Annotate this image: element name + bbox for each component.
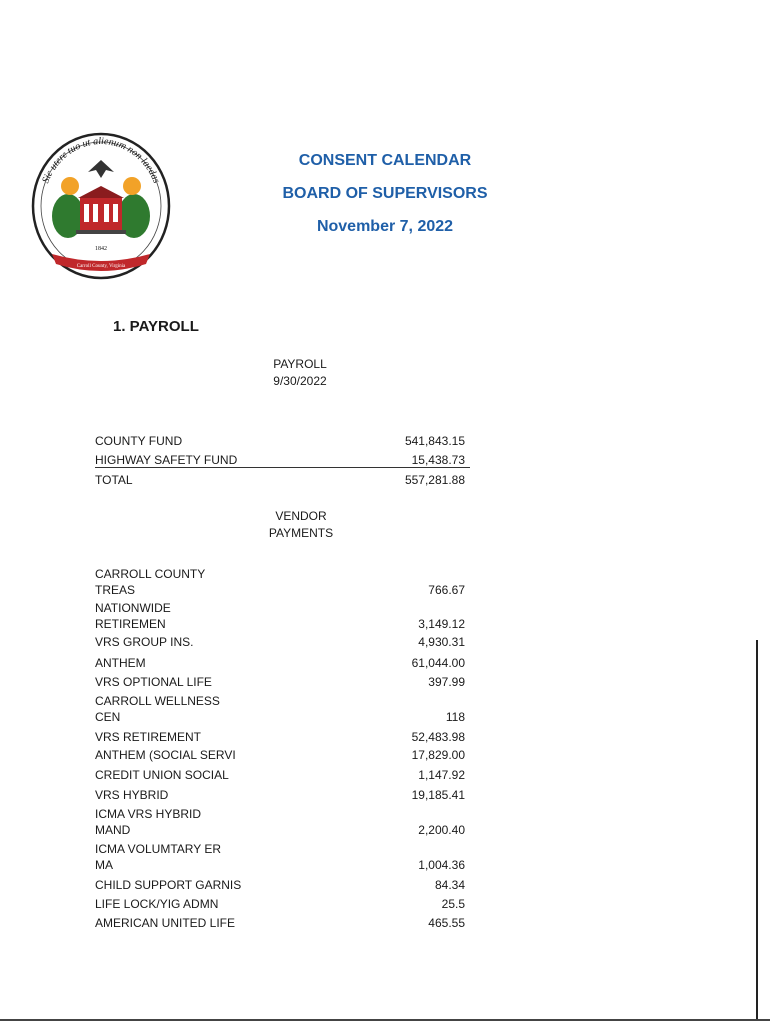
- vendor-row: [95, 653, 465, 671]
- row-label: COUNTY FUND: [95, 434, 183, 448]
- row-amount: 4,930.31: [418, 635, 465, 649]
- row-label: VRS HYBRID: [95, 788, 169, 802]
- payroll-row: [95, 431, 465, 449]
- vendor-heading-line1: VENDOR: [275, 509, 327, 523]
- vendor-heading-line2: PAYMENTS: [268, 526, 334, 540]
- row-label: ANTHEM: [95, 656, 146, 670]
- row-label: CHILD SUPPORT GARNIS: [95, 878, 242, 892]
- vendor-row: [95, 842, 465, 873]
- vendor-row: [95, 632, 465, 650]
- section-title: 1. PAYROLL: [113, 318, 199, 335]
- vendor-row: [95, 785, 465, 803]
- row-amount: 3,149.12: [418, 617, 465, 631]
- total-divider: [95, 467, 470, 468]
- row-amount: 84.34: [434, 878, 465, 892]
- vendor-row: [95, 694, 465, 725]
- row-amount: 541,843.15: [404, 434, 465, 448]
- seal-banner-text: Carroll County, Virginia: [76, 264, 126, 269]
- row-label: ANTHEM (SOCIAL SERVI: [95, 748, 236, 762]
- scan-edge-right: [756, 640, 758, 1020]
- vendor-heading: [251, 508, 351, 542]
- vendor-row: [95, 672, 465, 690]
- row-amount: 52,483.98: [411, 730, 465, 744]
- row-label: HIGHWAY SAFETY FUND: [95, 453, 238, 467]
- row-amount: 1,004.36: [418, 858, 465, 872]
- row-amount: 397.99: [428, 675, 465, 689]
- row-amount: 15,438.73: [411, 453, 465, 467]
- row-amount: 17,829.00: [411, 748, 465, 762]
- vendor-row: [95, 601, 465, 632]
- row-label: CREDIT UNION SOCIAL: [95, 768, 229, 782]
- row-label: CARROLL WELLNESS CEN: [95, 694, 220, 724]
- vendor-row: [95, 807, 465, 838]
- doc-board: BOARD OF SUPERVISORS: [282, 185, 488, 202]
- seal-motto: Sic utere tuo ut alienum non laedas: [40, 135, 162, 185]
- vendor-row: [95, 913, 465, 931]
- payroll-total-row: [95, 470, 465, 488]
- row-label: ICMA VOLUMTARY ER MA: [95, 842, 222, 872]
- payroll-heading: [250, 356, 350, 390]
- row-label: LIFE LOCK/YIG ADMN: [95, 897, 219, 911]
- payroll-heading-date: 9/30/2022: [273, 374, 327, 388]
- row-amount: 465.55: [428, 916, 465, 930]
- row-label: VRS GROUP INS.: [95, 635, 194, 649]
- row-label: NATIONWIDE RETIREMEN: [95, 601, 171, 631]
- row-amount: 25.5: [441, 897, 465, 911]
- doc-date: November 7, 2022: [316, 218, 454, 235]
- total-label: TOTAL: [95, 473, 133, 487]
- row-amount: 2,200.40: [418, 823, 465, 837]
- row-label: CARROLL COUNTY TREAS: [95, 567, 206, 597]
- total-amount: 557,281.88: [404, 473, 465, 487]
- scan-edge-bottom: [0, 1019, 770, 1021]
- payroll-heading-line: PAYROLL: [273, 357, 327, 371]
- row-amount: 19,185.41: [411, 788, 465, 802]
- county-seal: [30, 128, 172, 280]
- row-label: VRS OPTIONAL LIFE: [95, 675, 212, 689]
- vendor-row: [95, 894, 465, 912]
- vendor-row: [95, 727, 465, 745]
- row-amount: 766.67: [428, 583, 465, 597]
- row-amount: 1,147.92: [418, 768, 465, 782]
- payroll-row: [95, 450, 465, 468]
- row-amount: 61,044.00: [411, 656, 465, 670]
- seal-year: 1842: [95, 246, 107, 252]
- row-label: VRS RETIREMENT: [95, 730, 202, 744]
- doc-title: CONSENT CALENDAR: [298, 152, 472, 169]
- row-amount: 118: [445, 710, 465, 724]
- row-label: ICMA VRS HYBRID MAND: [95, 807, 202, 837]
- vendor-row: [95, 745, 465, 763]
- vendor-row: [95, 567, 465, 598]
- row-label: AMERICAN UNITED LIFE: [95, 916, 236, 930]
- vendor-row: [95, 765, 465, 783]
- vendor-row: [95, 875, 465, 893]
